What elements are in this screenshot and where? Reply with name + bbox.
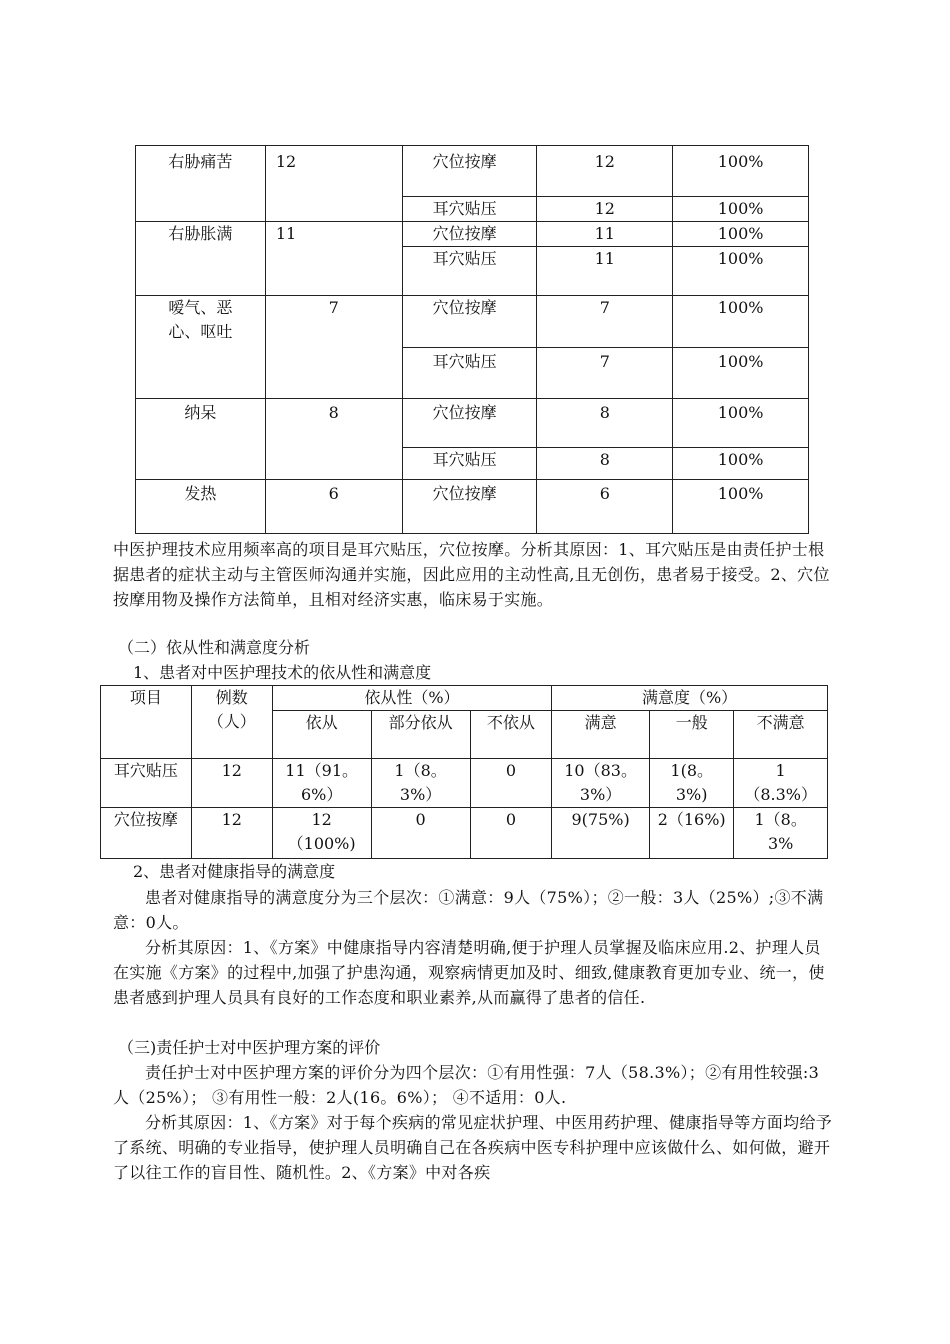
symptom-cell: 嗳气、恶心、呕吐	[136, 296, 266, 399]
rate-cell: 100%	[673, 480, 809, 534]
row-value: 1（8。3%）	[371, 759, 470, 808]
paragraph-1: 中医护理技术应用频率高的项目是耳穴贴压，穴位按摩。分析其原因：1、耳穴贴压是由责任护士根据患者的症状主动与主管医师沟通并实施，因此应用的主动性高,且无创伤，患者易于接受。2、穴位按摩用物及操作方法简单，且相对经济实惠，临床易于实施。	[113, 540, 830, 609]
row-item: 穴位按摩	[101, 808, 192, 859]
header-sub: 部分依从	[371, 711, 470, 759]
n-cell: 8	[537, 399, 673, 448]
count-cell: 7	[265, 296, 402, 399]
header-sub: 依从	[272, 711, 371, 759]
method-cell: 耳穴贴压	[402, 197, 537, 222]
header-item: 项目	[101, 686, 192, 759]
row-value: 0	[371, 808, 470, 859]
n-cell: 11	[537, 247, 673, 296]
row-value: 1（8。3%	[734, 808, 828, 859]
method-cell: 耳穴贴压	[402, 448, 537, 480]
row-value: 9(75%)	[552, 808, 650, 859]
header-sub: 不依从	[470, 711, 551, 759]
paragraph-4: 责任护士对中医护理方案的评价分为四个层次：①有用性强：7人（58.3%）；②有用性较强:3人（25%）； ③有用性一般：2人(16。6%）； ④不适用：0人.	[113, 1063, 820, 1107]
n-cell: 6	[537, 480, 673, 534]
paragraph-5: 分析其原因：1、《方案》对于每个疾病的常见症状护理、中医用药护理、健康指导等方面均给予了系统、明确的专业指导，使护理人员明确自己在各疾病中医专科护理中应该做什么、如何做，避开了以往工作的盲目性、随机性。2、《方案》中对各疾	[113, 1113, 833, 1182]
row-cases: 12	[191, 808, 272, 859]
n-cell: 11	[537, 222, 673, 247]
rate-cell: 100%	[673, 146, 809, 197]
method-cell: 穴位按摩	[402, 480, 537, 534]
paragraph-2: 患者对健康指导的满意度分为三个层次：①满意：9人（75%）；②一般：3人（25%）;③不满意：0人。	[113, 888, 824, 932]
row-item: 耳穴贴压	[101, 759, 192, 808]
row-cases: 12	[191, 759, 272, 808]
method-cell: 穴位按摩	[402, 222, 537, 247]
count-cell: 8	[265, 399, 402, 480]
symptom-table	[135, 145, 809, 534]
rate-cell: 100%	[673, 399, 809, 448]
n-cell: 12	[537, 146, 673, 197]
n-cell: 7	[537, 296, 673, 348]
subheading-2: 2、患者对健康指导的满意度	[133, 862, 336, 881]
row-value: 1(8。3%)	[650, 759, 734, 808]
row-value: 1（8.3%）	[734, 759, 828, 808]
rate-cell: 100%	[673, 222, 809, 247]
method-cell: 穴位按摩	[402, 296, 537, 348]
rate-cell: 100%	[673, 348, 809, 399]
section-heading-3: （三)责任护士对中医护理方案的评价	[118, 1038, 381, 1057]
symptom-cell: 右胁胀满	[136, 222, 266, 296]
count-cell: 12	[265, 146, 402, 222]
method-cell: 穴位按摩	[402, 399, 537, 448]
header-sub: 不满意	[734, 711, 828, 759]
count-cell: 11	[265, 222, 402, 296]
header-compliance: 依从性（%）	[272, 686, 551, 711]
rate-cell: 100%	[673, 197, 809, 222]
symptom-cell: 纳呆	[136, 399, 266, 480]
method-cell: 耳穴贴压	[402, 348, 537, 399]
rate-cell: 100%	[673, 296, 809, 348]
symptom-cell: 发热	[136, 480, 266, 534]
paragraph-3: 分析其原因：1、《方案》中健康指导内容清楚明确,便于护理人员掌握及临床应用.2、护理人员在实施《方案》的过程中,加强了护患沟通，观察病情更加及时、细致,健康教育更加专业、统一，使患者感到护理人员具有良好的工作态度和职业素养,从而赢得了患者的信任.	[113, 938, 825, 1007]
compliance-table	[100, 685, 828, 859]
rate-cell: 100%	[673, 247, 809, 296]
row-value: 0	[470, 808, 551, 859]
n-cell: 8	[537, 448, 673, 480]
row-value: 10（83。3%）	[552, 759, 650, 808]
rate-cell: 100%	[673, 448, 809, 480]
row-value: 11（91。6%）	[272, 759, 371, 808]
row-value: 0	[470, 759, 551, 808]
subheading-1: 1、患者对中医护理技术的依从性和满意度	[133, 663, 432, 682]
row-value: 12（100%)	[272, 808, 371, 859]
header-satisfaction: 满意度（%）	[552, 686, 828, 711]
symptom-cell: 右胁痛苦	[136, 146, 266, 222]
header-sub: 满意	[552, 711, 650, 759]
n-cell: 12	[537, 197, 673, 222]
method-cell: 穴位按摩	[402, 146, 537, 197]
count-cell: 6	[265, 480, 402, 534]
n-cell: 7	[537, 348, 673, 399]
section-heading-2: （二）依从性和满意度分析	[118, 638, 311, 657]
header-sub: 一般	[650, 711, 734, 759]
row-value: 2（16%)	[650, 808, 734, 859]
header-cases: 例数（人）	[191, 686, 272, 759]
method-cell: 耳穴贴压	[402, 247, 537, 296]
